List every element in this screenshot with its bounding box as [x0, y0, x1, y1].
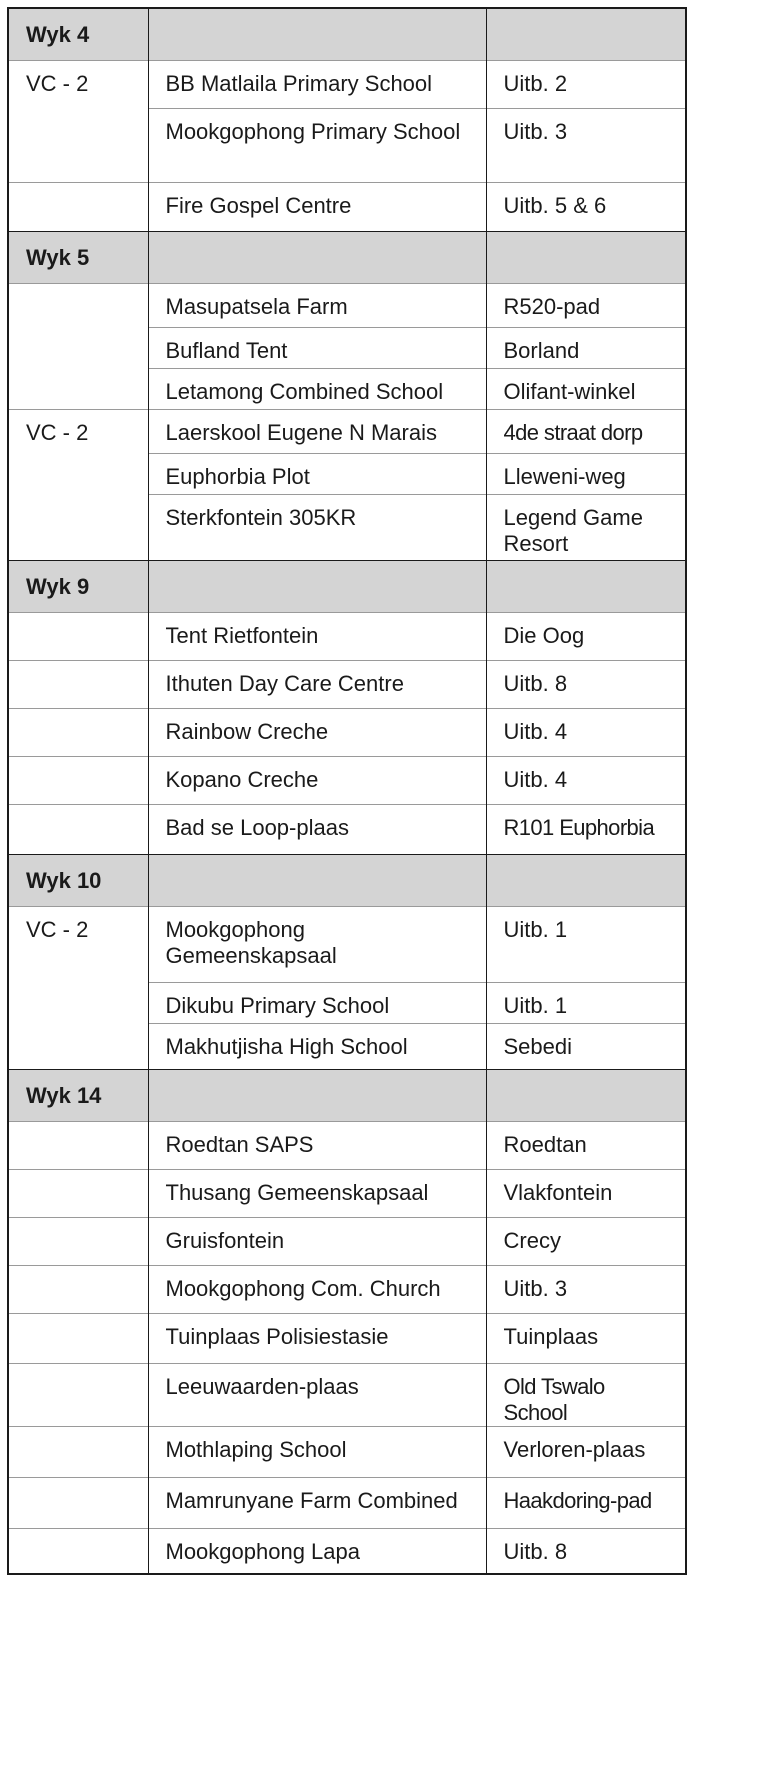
area-cell: Lleweni-weg	[486, 453, 686, 494]
station-name-cell: Mamrunyane Farm Combined	[148, 1477, 486, 1528]
vc-cell	[8, 612, 148, 660]
table-row	[8, 804, 686, 854]
station-name-cell: Gruisfontein	[148, 1217, 486, 1265]
vc-cell	[8, 1265, 148, 1313]
vc-cell	[8, 1023, 148, 1069]
table-row	[8, 1363, 686, 1426]
ward-empty-cell	[148, 8, 486, 60]
vc-cell	[8, 660, 148, 708]
ward-header-row	[8, 854, 686, 906]
vc-cell	[8, 327, 148, 368]
area-cell: Borland	[486, 327, 686, 368]
vc-cell: VC - 2	[8, 409, 148, 453]
table-body	[8, 8, 686, 1574]
station-name-cell: Mookgophong Primary School	[148, 108, 486, 182]
table-row	[8, 494, 686, 560]
vc-cell	[8, 182, 148, 231]
vc-cell	[8, 1313, 148, 1363]
station-name-cell: Bad se Loop-plaas	[148, 804, 486, 854]
area-cell: Haakdoring-pad	[486, 1477, 686, 1528]
vc-cell	[8, 494, 148, 560]
table-row	[8, 368, 686, 409]
ward-empty-cell	[148, 231, 486, 283]
table-row	[8, 1265, 686, 1313]
area-cell: Die Oog	[486, 612, 686, 660]
station-name-cell: Laerskool Eugene N Marais	[148, 409, 486, 453]
area-cell: Sebedi	[486, 1023, 686, 1069]
ward-header-row	[8, 560, 686, 612]
area-cell: Uitb. 3	[486, 1265, 686, 1313]
ward-label: Wyk 10	[8, 854, 148, 906]
table-row	[8, 612, 686, 660]
station-name-cell: Sterkfontein 305KR	[148, 494, 486, 560]
table-row	[8, 1023, 686, 1069]
area-cell: Olifant-winkel	[486, 368, 686, 409]
table-row	[8, 660, 686, 708]
area-cell: R101 Euphorbia	[486, 804, 686, 854]
ward-empty-cell	[486, 1069, 686, 1121]
vc-cell	[8, 756, 148, 804]
station-name-cell: Tuinplaas Polisiestasie	[148, 1313, 486, 1363]
vc-cell	[8, 1477, 148, 1528]
station-name-cell: Makhutjisha High School	[148, 1023, 486, 1069]
ward-empty-cell	[148, 560, 486, 612]
vc-cell	[8, 1169, 148, 1217]
vc-cell	[8, 1528, 148, 1574]
area-cell: Uitb. 3	[486, 108, 686, 182]
ward-empty-cell	[148, 1069, 486, 1121]
station-name-cell: Roedtan SAPS	[148, 1121, 486, 1169]
station-name-cell: Euphorbia Plot	[148, 453, 486, 494]
area-cell: Uitb. 4	[486, 708, 686, 756]
table-row	[8, 1169, 686, 1217]
area-cell: Roedtan	[486, 1121, 686, 1169]
vc-cell: VC - 2	[8, 60, 148, 108]
table-row	[8, 108, 686, 182]
table-row	[8, 60, 686, 108]
station-name-cell: Masupatsela Farm	[148, 283, 486, 327]
vc-cell	[8, 453, 148, 494]
area-cell: Vlakfontein	[486, 1169, 686, 1217]
table-row	[8, 708, 686, 756]
ward-header-row	[8, 8, 686, 60]
station-name-cell: Fire Gospel Centre	[148, 182, 486, 231]
vc-cell	[8, 708, 148, 756]
vc-cell	[8, 283, 148, 327]
table-row	[8, 906, 686, 982]
table-row	[8, 1528, 686, 1574]
vc-cell	[8, 804, 148, 854]
area-cell: Uitb. 1	[486, 982, 686, 1023]
area-cell: Tuinplaas	[486, 1313, 686, 1363]
area-cell: 4de straat dorp	[486, 409, 686, 453]
table-row	[8, 1217, 686, 1265]
vc-cell: VC - 2	[8, 906, 148, 982]
station-name-cell: Kopano Creche	[148, 756, 486, 804]
ward-label: Wyk 9	[8, 560, 148, 612]
station-name-cell: Mothlaping School	[148, 1426, 486, 1477]
table-row	[8, 1426, 686, 1477]
station-name-cell: Mookgophong Com. Church	[148, 1265, 486, 1313]
ward-empty-cell	[486, 854, 686, 906]
ward-label: Wyk 14	[8, 1069, 148, 1121]
station-name-cell: Letamong Combined School	[148, 368, 486, 409]
station-name-cell: Bufland Tent	[148, 327, 486, 368]
area-cell: Uitb. 2	[486, 60, 686, 108]
ward-label: Wyk 4	[8, 8, 148, 60]
station-name-cell: Rainbow Creche	[148, 708, 486, 756]
table-row	[8, 327, 686, 368]
area-cell: Uitb. 1	[486, 906, 686, 982]
ward-empty-cell	[486, 560, 686, 612]
table-row	[8, 283, 686, 327]
table-row	[8, 1313, 686, 1363]
ward-header-row	[8, 231, 686, 283]
area-cell: Uitb. 4	[486, 756, 686, 804]
ward-empty-cell	[486, 231, 686, 283]
vc-cell	[8, 1217, 148, 1265]
vc-cell	[8, 982, 148, 1023]
station-name-cell: Tent Rietfontein	[148, 612, 486, 660]
station-name-cell: Mookgophong Lapa	[148, 1528, 486, 1574]
station-name-cell: Thusang Gemeenskapsaal	[148, 1169, 486, 1217]
vc-cell	[8, 108, 148, 182]
table-row	[8, 1121, 686, 1169]
table-row	[8, 982, 686, 1023]
voting-stations-table	[7, 7, 687, 1575]
vc-cell	[8, 1121, 148, 1169]
station-name-cell: BB Matlaila Primary School	[148, 60, 486, 108]
station-name-cell: Ithuten Day Care Centre	[148, 660, 486, 708]
ward-header-row	[8, 1069, 686, 1121]
area-cell: Uitb. 8	[486, 1528, 686, 1574]
table-row	[8, 756, 686, 804]
area-cell: Crecy	[486, 1217, 686, 1265]
table-row	[8, 453, 686, 494]
vc-cell	[8, 368, 148, 409]
ward-empty-cell	[148, 854, 486, 906]
vc-cell	[8, 1426, 148, 1477]
vc-cell	[8, 1363, 148, 1426]
area-cell: Uitb. 8	[486, 660, 686, 708]
area-cell: Verloren-plaas	[486, 1426, 686, 1477]
station-name-cell: Dikubu Primary School	[148, 982, 486, 1023]
table-row	[8, 409, 686, 453]
ward-label: Wyk 5	[8, 231, 148, 283]
station-name-cell: Leeuwaarden-plaas	[148, 1363, 486, 1426]
area-cell: Uitb. 5 & 6	[486, 182, 686, 231]
table-row	[8, 1477, 686, 1528]
area-cell: R520-pad	[486, 283, 686, 327]
station-name-cell: Mookgophong Gemeenskapsaal	[148, 906, 486, 982]
ward-empty-cell	[486, 8, 686, 60]
area-cell: Legend Game Resort	[486, 494, 686, 560]
area-cell: Old Tswalo School	[486, 1363, 686, 1426]
table-row	[8, 182, 686, 231]
